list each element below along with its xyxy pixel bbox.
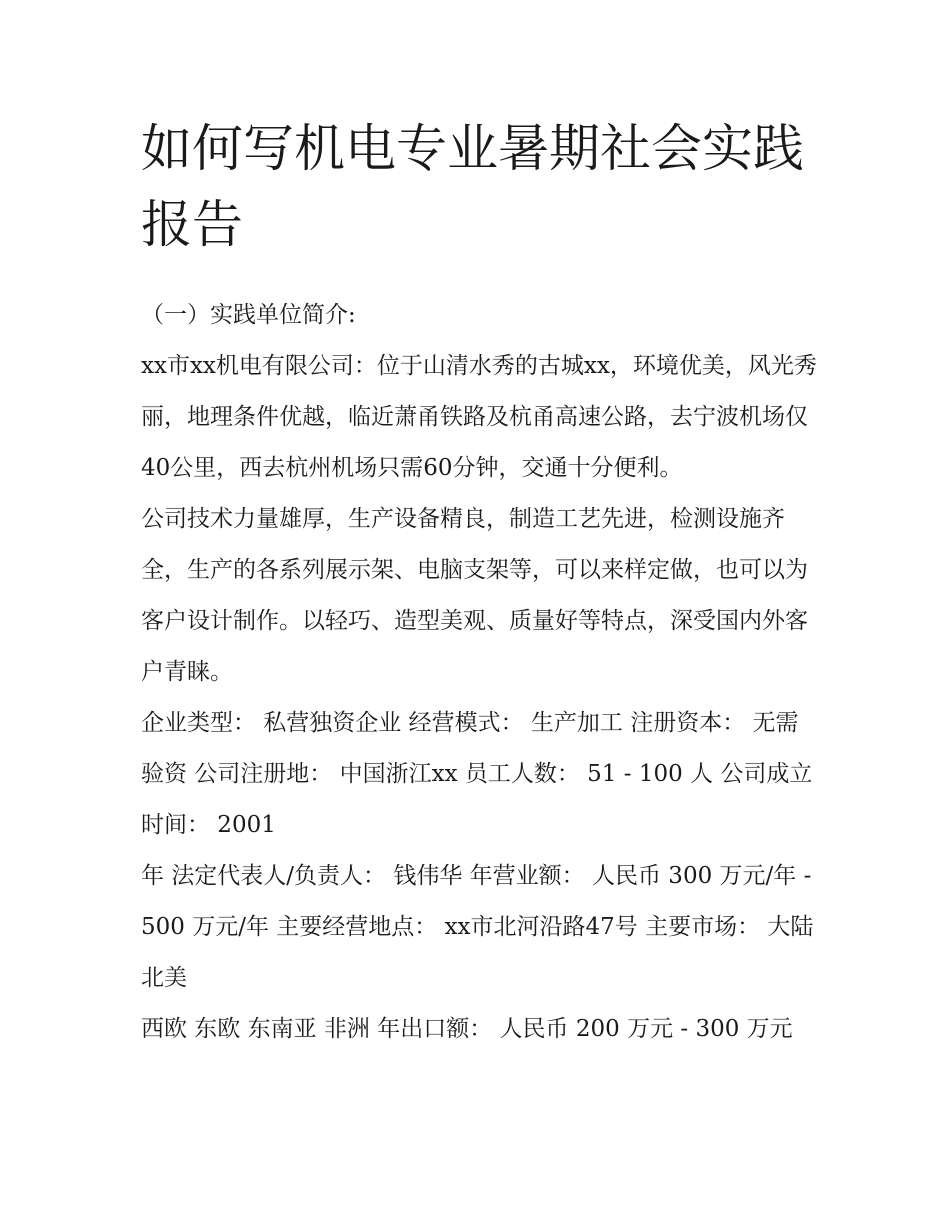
document-title: 如何写机电专业暑期社会实践报告	[141, 120, 805, 255]
paragraph-company-location: xx市xx机电有限公司：位于山清水秀的古城xx，环境优美，风光秀丽，地理条件优越，临近萧甬铁路及杭甬高速公路，去宁波机场仅40公里，西去杭州机场只需60分钟，交通十分便利。	[141, 353, 817, 481]
document-body	[141, 290, 817, 1055]
section-heading: （一）实践单位简介:	[141, 302, 356, 328]
paragraph-company-details: 年 法定代表人/负责人： 钱伟华 年营业额： 人民币 300 万元/年 - 500 万元/年 主要经营地点： xx市北河沿路47号 主要市场： 大陆 北美	[141, 863, 814, 991]
paragraph-company-capabilities: 公司技术力量雄厚，生产设备精良，制造工艺先进，检测设施齐全，生产的各系列展示架、电脑支架等，可以来样定做，也可以为客户设计制作。以轻巧、造型美观、质量好等特点，深受国内外客户青睐。	[141, 506, 808, 685]
document-page	[141, 112, 817, 1055]
paragraph-export-markets: 西欧 东欧 东南亚 非洲 年出口额： 人民币 200 万元 - 300 万元	[141, 1016, 793, 1042]
paragraph-company-profile: 企业类型： 私营独资企业 经营模式： 生产加工 注册资本： 无需验资 公司注册地： 中国浙江xx 员工人数： 51 - 100 人 公司成立时间： 2001	[141, 710, 813, 838]
